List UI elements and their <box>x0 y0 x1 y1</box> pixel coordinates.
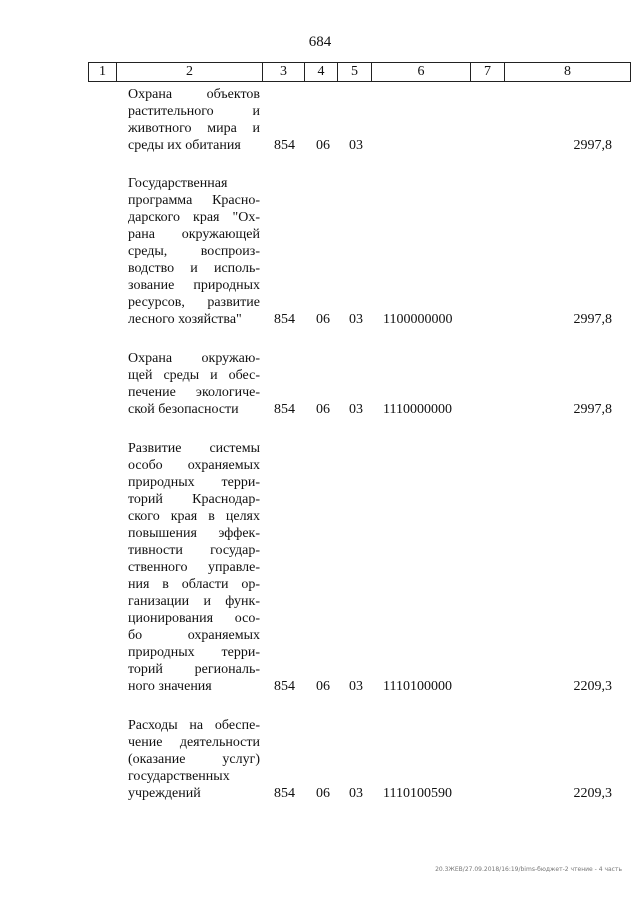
column-number-5: 5 <box>338 63 372 82</box>
row-col3-value: 854 <box>274 679 295 694</box>
row-name-line: Развитие системы <box>128 441 260 456</box>
row-col8-value: 2997,8 <box>573 312 612 327</box>
row-name-line: ской безопасности <box>128 402 239 417</box>
row-name-line: бо охраняемых <box>128 628 260 643</box>
row-name-line: ния в области ор- <box>128 577 260 592</box>
row-name-line: печение экологиче- <box>128 385 260 400</box>
row-name-line: дарского края "Ох- <box>128 210 260 225</box>
row-col6-value: 1110100000 <box>383 679 452 694</box>
column-number-6: 6 <box>372 63 471 82</box>
row-name-line: повышения эффек- <box>128 526 260 541</box>
row-name-line: торий Краснодар- <box>128 492 260 507</box>
row-name-line: Охрана окружаю- <box>128 351 260 366</box>
row-name-line: среды их обитания <box>128 138 241 153</box>
row-name-line: водство и исполь- <box>128 261 260 276</box>
row-col6-value: 1110000000 <box>383 402 452 417</box>
row-name <box>128 717 260 802</box>
row-col3-value: 854 <box>274 402 295 417</box>
table-row <box>0 86 640 154</box>
row-name-line: рана окружающей <box>128 227 260 242</box>
row-name <box>128 175 260 328</box>
row-name-line: государственных <box>128 769 230 784</box>
row-name-line: ственного управле- <box>128 560 260 575</box>
row-col5-value: 03 <box>349 679 363 694</box>
row-name-line: ционирования осо- <box>128 611 260 626</box>
row-col8-value: 2997,8 <box>573 138 612 153</box>
row-col5-value: 03 <box>349 138 363 153</box>
row-col6-value: 1110100590 <box>383 786 452 801</box>
row-name-line: ресурсов, развитие <box>128 295 260 310</box>
row-col6-value: 1100000000 <box>383 312 453 327</box>
row-name-line: торий региональ- <box>128 662 260 677</box>
row-name-line: программа Красно- <box>128 193 260 208</box>
column-number-1: 1 <box>89 63 117 82</box>
row-name-line: Государственная <box>128 176 228 191</box>
row-col4-value: 06 <box>316 786 330 801</box>
row-col3-value: 854 <box>274 786 295 801</box>
row-name <box>128 86 260 154</box>
row-col5-value: 03 <box>349 402 363 417</box>
row-name-line: лесного хозяйства" <box>128 312 242 327</box>
row-col8-value: 2209,3 <box>573 679 612 694</box>
column-number-3: 3 <box>263 63 305 82</box>
column-number-2: 2 <box>117 63 263 82</box>
column-number-7: 7 <box>471 63 505 82</box>
column-number-8: 8 <box>505 63 631 82</box>
row-col4-value: 06 <box>316 679 330 694</box>
row-col3-value: 854 <box>274 138 295 153</box>
row-name-line: учреждений <box>128 786 201 801</box>
column-header-table <box>88 62 631 82</box>
row-name-line: тивности государ- <box>128 543 260 558</box>
row-name-line: животного мира и <box>128 121 260 136</box>
row-col8-value: 2997,8 <box>573 402 612 417</box>
row-col4-value: 06 <box>316 402 330 417</box>
row-name-line: Охрана объектов <box>128 87 260 102</box>
row-name-line: среды, воспроиз- <box>128 244 260 259</box>
row-name-line: растительного и <box>128 104 260 119</box>
table-row <box>0 350 640 418</box>
page-number: 684 <box>308 34 332 50</box>
row-col4-value: 06 <box>316 138 330 153</box>
row-col3-value: 854 <box>274 312 295 327</box>
table-row <box>0 440 640 695</box>
row-col8-value: 2209,3 <box>573 786 612 801</box>
row-col4-value: 06 <box>316 312 330 327</box>
document-footer-stamp: 20.3ЖЕВ/27.09.2018/16:19/bims-бюджет-2 чтение - 4 часть <box>435 866 622 873</box>
row-name <box>128 440 260 695</box>
row-name-line: Расходы на обеспе- <box>128 718 260 733</box>
column-number-4: 4 <box>305 63 338 82</box>
row-name-line: ганизации и функ- <box>128 594 260 609</box>
row-col5-value: 03 <box>349 312 363 327</box>
row-col5-value: 03 <box>349 786 363 801</box>
row-name-line: зование природных <box>128 278 260 293</box>
row-name-line: чение деятельности <box>128 735 260 750</box>
row-name-line: ского края в целях <box>128 509 260 524</box>
row-name-line: природных терри- <box>128 475 260 490</box>
table-row <box>0 717 640 802</box>
row-name-line: природных терри- <box>128 645 260 660</box>
row-name-line: щей среды и обес- <box>128 368 260 383</box>
table-row <box>0 175 640 328</box>
row-name-line: (оказание услуг) <box>128 752 260 767</box>
row-name-line: ного значения <box>128 679 212 694</box>
row-name-line: особо охраняемых <box>128 458 260 473</box>
row-name <box>128 350 260 418</box>
